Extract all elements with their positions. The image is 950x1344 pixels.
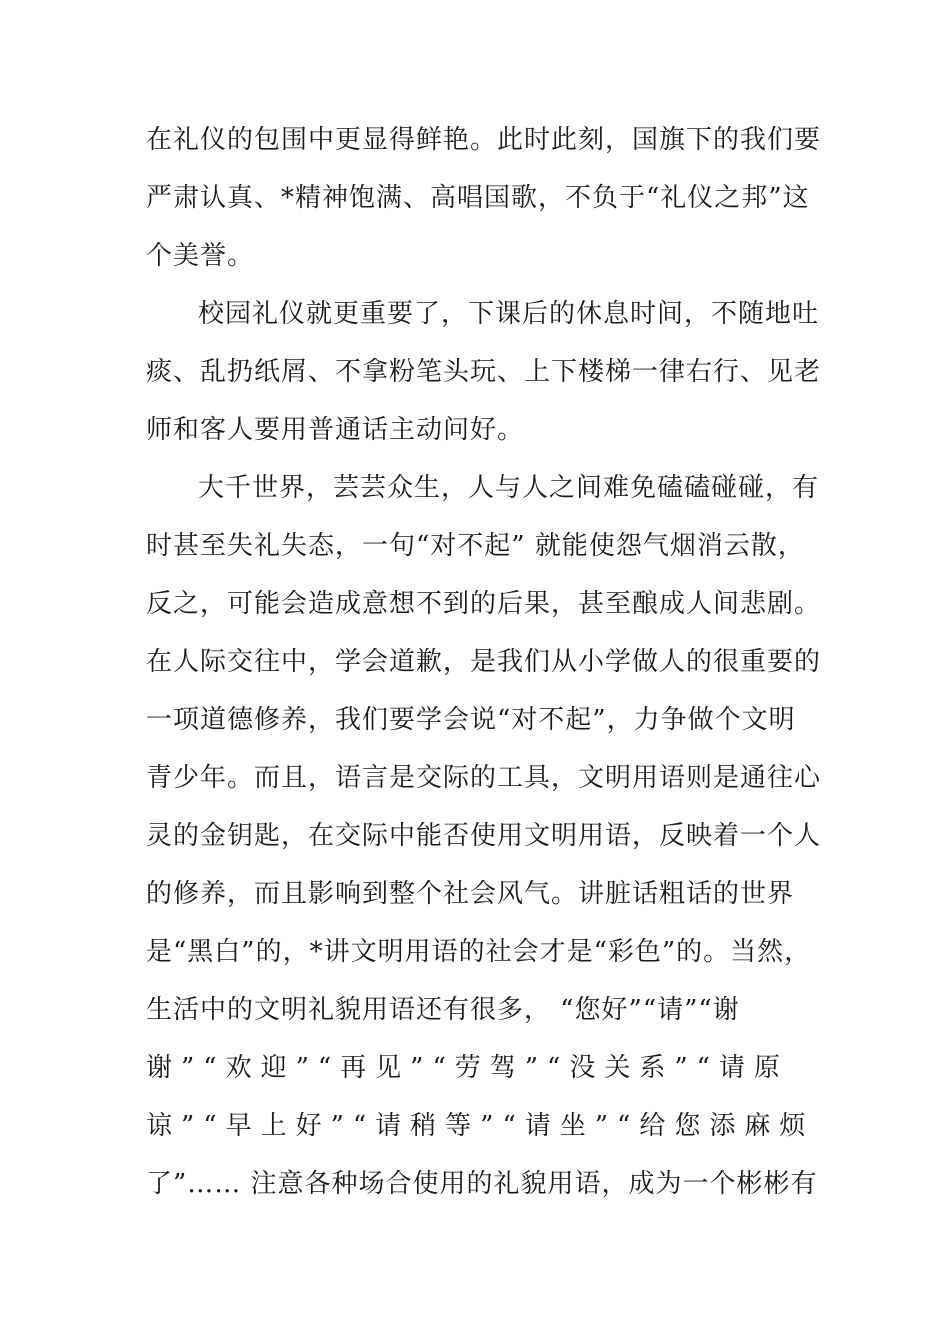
text-line-10: 在人际交往中，学会道歉，是我们从小学做人的很重要的 [146,647,822,677]
text-line-15: 是“黑白”的，*讲文明用语的社会才是“彩色”的。当然， [146,937,812,967]
text-line-14: 的修养，而且影响到整个社会风气。讲脏话粗话的世界 [146,879,795,909]
paragraph-start-campus-etiquette: 校园礼仪就更重要了，下课后的休息时间，不随地吐 [198,299,820,329]
text-line-3: 个美誉。 [146,241,255,271]
text-line-5: 痰、乱扔纸屑、不拿粉笔头玩、上下楼梯一律右行、见老 [146,357,822,387]
text-line-8: 时甚至失礼失态，一句“对不起” 就能使怨气烟消云散， [146,531,805,561]
text-line-17: 谢”“欢迎”“再见”“劳驾”“没关系”“请原 [146,1053,789,1083]
text-line-11: 一项道德修养，我们要学会说“对不起”，力争做个文明 [146,705,796,735]
text-line-16: 生活中的文明礼貌用语还有很多， “您好”“请”“谢 [146,995,740,1025]
paragraph-start-world: 大千世界，芸芸众生，人与人之间难免磕磕碰碰，有 [198,473,820,503]
text-line-13: 灵的金钥匙，在交际中能否使用文明用语，反映着一个人 [146,821,822,851]
text-line-18: 谅”“早上好”“请稍等”“请坐”“给您添麻烦 [146,1111,815,1141]
text-line-19: 了”…… 注意各种场合使用的礼貌用语，成为一个彬彬有 [146,1169,818,1199]
text-line-6: 师和客人要用普通话主动问好。 [146,415,525,445]
text-line-9: 反之，可能会造成意想不到的后果，甚至酿成人间悲剧。 [146,589,822,619]
text-line-12: 青少年。而且，语言是交际的工具，文明用语则是通往心 [146,763,822,793]
text-line-1: 在礼仪的包围中更显得鲜艳。此时此刻，国旗下的我们要 [146,125,822,155]
text-line-2: 严肃认真、*精神饱满、高唱国歌，不负于“礼仪之邦”这 [146,183,810,213]
